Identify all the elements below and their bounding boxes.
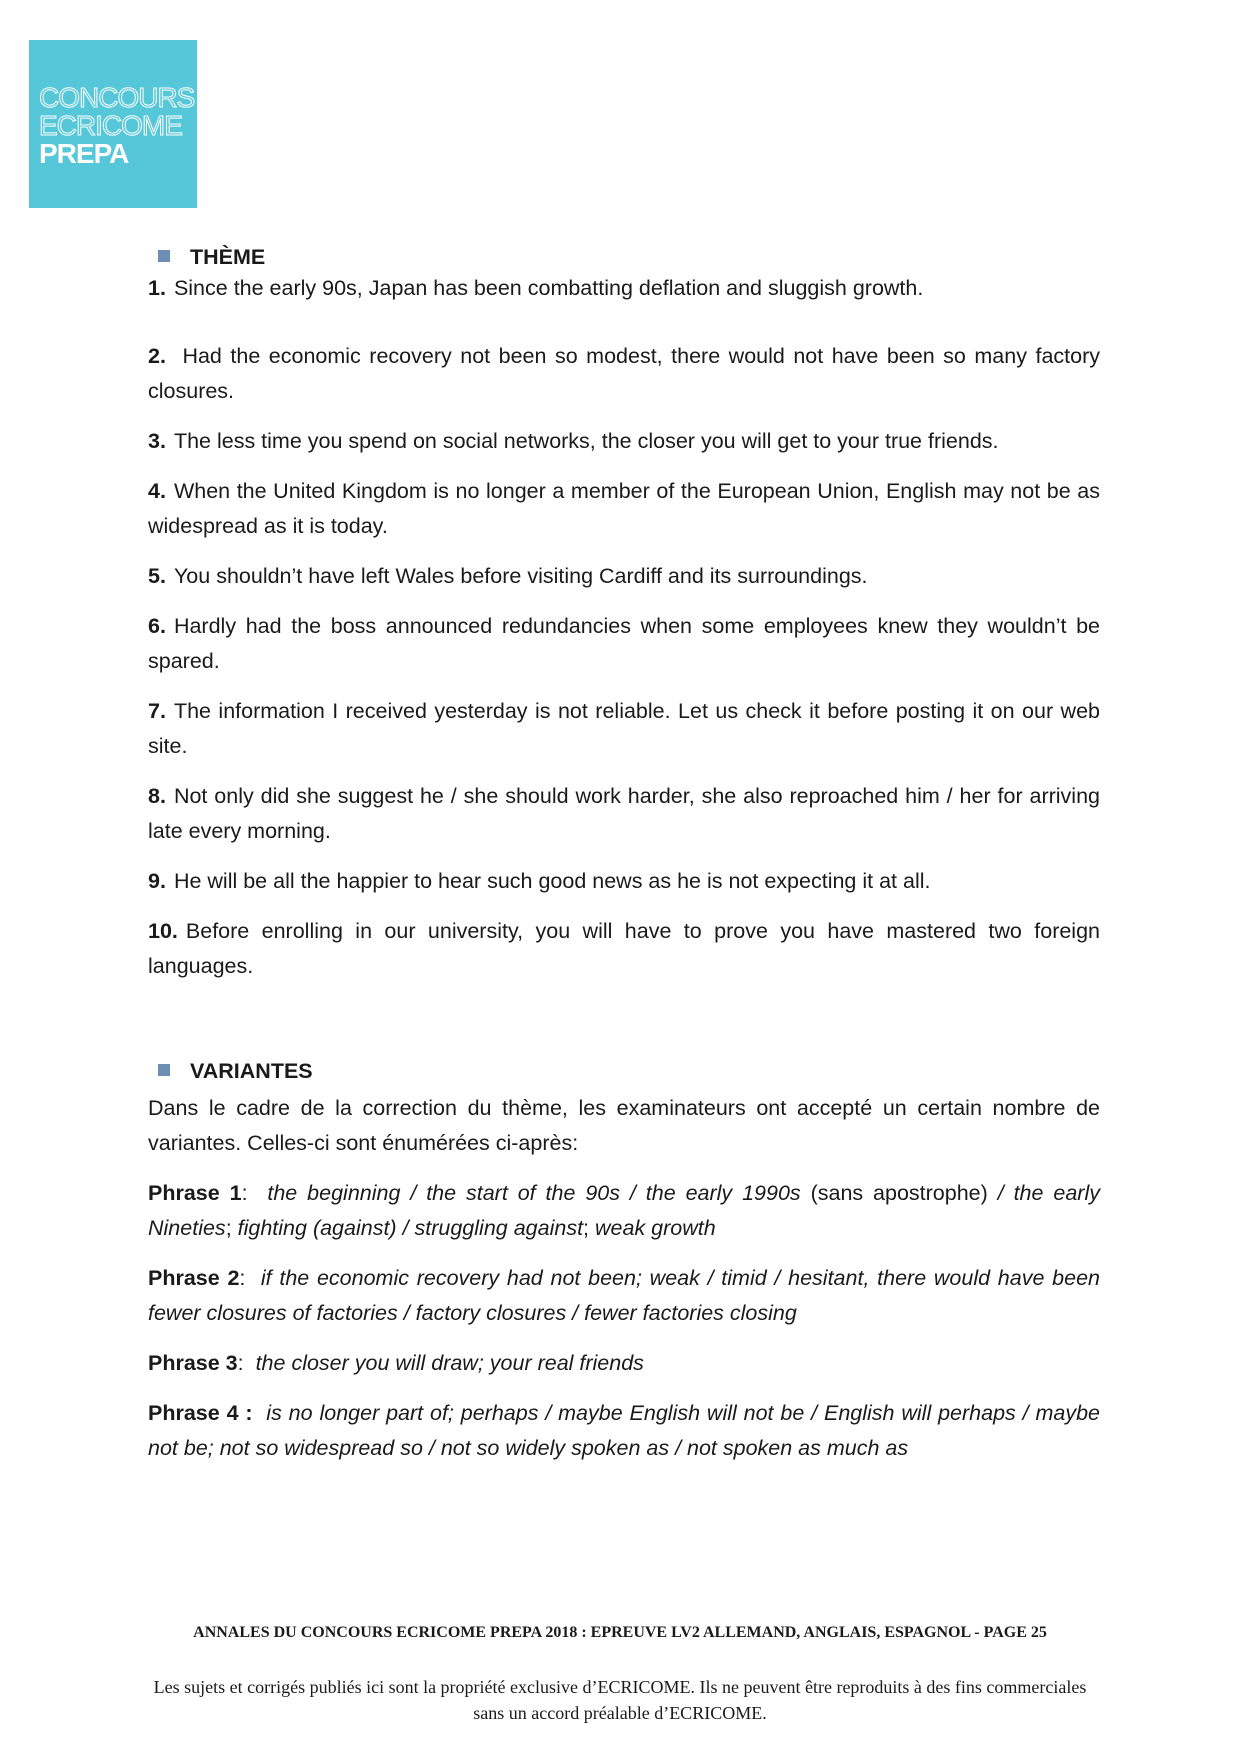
theme-item-4 bbox=[148, 474, 1100, 544]
theme-heading bbox=[190, 240, 1100, 274]
theme-item-2 bbox=[148, 339, 1100, 409]
phrase-1: Phrase 1: the beginning / the start of the 90s / the early 1990s (sans apostrophe) / the early Nineties; fighting (against) / struggling against; weak growth bbox=[148, 1181, 1100, 1240]
phrase-label: Phrase 3 bbox=[148, 1351, 238, 1375]
item-number: 3. bbox=[148, 429, 166, 453]
item-text: The less time you spend on social networks, the closer you will get to your true friends. bbox=[173, 429, 999, 453]
phrase-variant: the closer you will draw; your real friends bbox=[255, 1351, 644, 1375]
footer-notice: Les sujets et corrigés publiés ici sont la propriété exclusive d’ECRICOME. Ils ne peuvent être reproduits à des fins commerciales sans un accord préalable d’ECRICOME. bbox=[153, 1677, 1087, 1723]
item-text: Had the economic recovery not been so modest, there would not have been so many factory closures. bbox=[148, 344, 1100, 403]
theme-item-6 bbox=[148, 609, 1100, 679]
theme-item-9 bbox=[148, 864, 1100, 899]
item-number: 8. bbox=[148, 784, 166, 808]
logo-line-concours: CONCOURS bbox=[39, 82, 195, 113]
phrase-label: Phrase 2 bbox=[148, 1266, 240, 1290]
phrase-3: Phrase 3: the closer you will draw; your real friends bbox=[148, 1351, 644, 1375]
footer-title: ANNALES DU CONCOURS ECRICOME PREPA 2018 : EPREUVE LV2 ALLEMAND, ANGLAIS, ESPAGNOL - PAGE 25 bbox=[193, 1624, 1047, 1641]
item-text: The information I received yesterday is not reliable. Let us check it before posting it on our web site. bbox=[148, 699, 1100, 758]
theme-item-10 bbox=[148, 914, 1100, 984]
phrase-label: Phrase 1 bbox=[148, 1181, 242, 1205]
ecricome-logo bbox=[29, 40, 197, 208]
item-number: 6. bbox=[148, 614, 166, 638]
item-text: Since the early 90s, Japan has been combatting deflation and sluggish growth. bbox=[173, 276, 924, 300]
theme-item-1 bbox=[148, 271, 1100, 306]
theme-item-5 bbox=[148, 559, 1100, 594]
bullet-square-icon bbox=[158, 250, 170, 262]
theme-item-7 bbox=[148, 694, 1100, 764]
phrase-variant: is no longer part of; perhaps / maybe English will not be / English will perhaps / maybe not be; not so widespread so / not so widely spoken as / not spoken as much as bbox=[148, 1401, 1101, 1460]
phrase-4 bbox=[148, 1396, 1100, 1466]
item-text: Not only did she suggest he / she should work harder, she also reproached him / her for arriving late every morning. bbox=[148, 784, 1100, 843]
item-number: 10. bbox=[148, 919, 178, 943]
item-text: Before enrolling in our university, you will have to prove you have mastered two foreign languages. bbox=[148, 919, 1100, 978]
page-content bbox=[148, 240, 1100, 1466]
theme-item-8 bbox=[148, 779, 1100, 849]
phrase-variant: the beginning / the start of the 90s / the early 1990s bbox=[267, 1181, 801, 1205]
phrase-label: Phrase 4 : bbox=[148, 1401, 253, 1425]
item-text: You shouldn’t have left Wales before visiting Cardiff and its surroundings. bbox=[173, 564, 868, 588]
bullet-square-icon bbox=[158, 1064, 170, 1076]
phrase-variant: weak growth bbox=[595, 1216, 716, 1240]
theme-heading-text: THÈME bbox=[190, 245, 266, 269]
item-text: When the United Kingdom is no longer a member of the European Union, English may not be as widespread as it is today. bbox=[148, 479, 1100, 538]
phrase-variant: fighting (against) / struggling against bbox=[237, 1216, 584, 1240]
theme-item-3 bbox=[148, 424, 1100, 459]
item-number: 5. bbox=[148, 564, 166, 588]
item-number: 2. bbox=[148, 344, 166, 368]
phrase-variant: / the early Nineties bbox=[148, 1181, 1100, 1240]
variantes-heading bbox=[190, 1054, 1100, 1088]
logo-line-prepa: PREPA bbox=[39, 138, 129, 169]
item-text: Hardly had the boss announced redundancies when some employees knew they wouldn’t be spared. bbox=[148, 614, 1100, 673]
item-text: He will be all the happier to hear such good news as he is not expecting it at all. bbox=[173, 869, 931, 893]
item-number: 4. bbox=[148, 479, 166, 503]
logo-line-ecricome: ECRICOME bbox=[39, 110, 182, 141]
phrase-2: Phrase 2: if the economic recovery had not been; weak / timid / hesitant, there would have been fewer closures of factories / factory closures / fewer factories closing bbox=[148, 1266, 1100, 1325]
phrase-variant: if the economic recovery had not been; weak / timid / hesitant, there would have been fewer closures of factories / factory closures / fewer factories closing bbox=[148, 1266, 1100, 1325]
item-number: 1. bbox=[148, 276, 166, 300]
variantes-heading-text: VARIANTES bbox=[190, 1059, 313, 1083]
item-number: 9. bbox=[148, 869, 166, 893]
phrase-note: (sans apostrophe) bbox=[800, 1181, 998, 1205]
item-number: 7. bbox=[148, 699, 166, 723]
variantes-intro: Dans le cadre de la correction du thème, les examinateurs ont accepté un certain nombre de variantes. Celles-ci sont énumérées ci-après: bbox=[148, 1096, 1100, 1155]
